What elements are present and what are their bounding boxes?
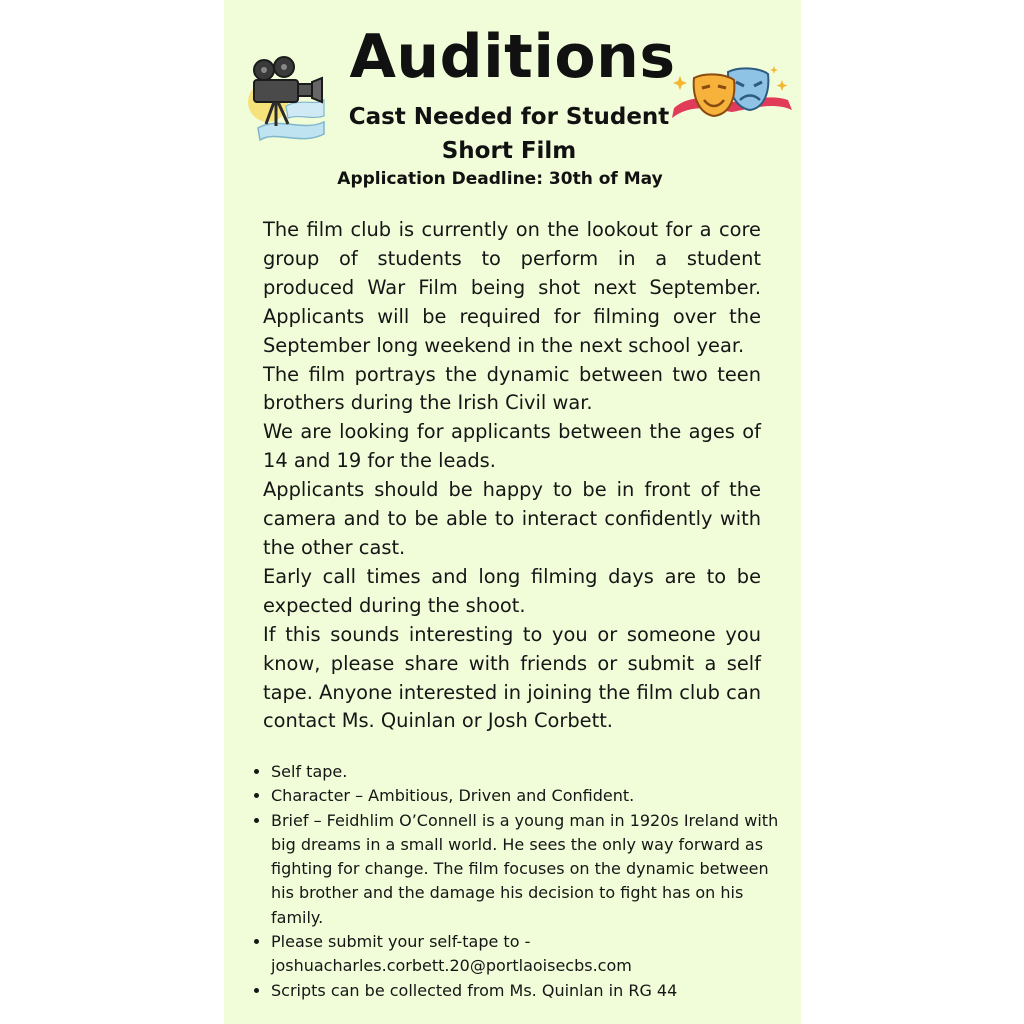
details-list — [252, 760, 796, 1003]
description-text — [263, 216, 761, 736]
poster-title: Auditions — [349, 22, 676, 92]
poster-subtitle: Cast Needed for Student Short Film — [348, 104, 670, 164]
list-item: • Please submit your self-tape to - joshuacharles.corbett.20@portlaoisecbs.com — [271, 930, 796, 979]
paragraph: If this sounds interesting to you or someone you know, please share with friends or submit a self tape. Anyone interested in joining the film club can contact Ms. Quinlan or Josh Corbett. — [263, 622, 761, 733]
paragraph: The film portrays the dynamic between two teen brothers during the Irish Civil war. — [263, 362, 761, 415]
list-item: • Self tape. — [271, 760, 796, 784]
list-item: • Character – Ambitious, Driven and Confident. — [271, 784, 796, 808]
paragraph: Early call times and long filming days are to be expected during the shoot. — [263, 564, 761, 617]
paragraph: The film club is currently on the lookout for a core group of students to perform in a student produced War Film being shot next September. Applicants will be required for filming over the September long weekend in the next school year. — [263, 218, 761, 357]
list-item: • Scripts can be collected from Ms. Quinlan in RG 44 — [271, 979, 796, 1003]
list-item: • Brief – Feidhlim O’Connell is a young man in 1920s Ireland with big dreams in a small world. He sees the only way forward as fighting for change. The film focuses on the dynamic between his brother and the damage his decision to fight has on his family. — [271, 809, 796, 930]
paragraph: We are looking for applicants between the ages of 14 and 19 for the leads. — [263, 420, 761, 473]
paragraph: Applicants should be happy to be in front of the camera and to be able to interact confidently with the other cast. — [263, 478, 761, 559]
application-deadline: Application Deadline: 30th of May — [337, 169, 663, 189]
audition-poster — [224, 0, 801, 1024]
